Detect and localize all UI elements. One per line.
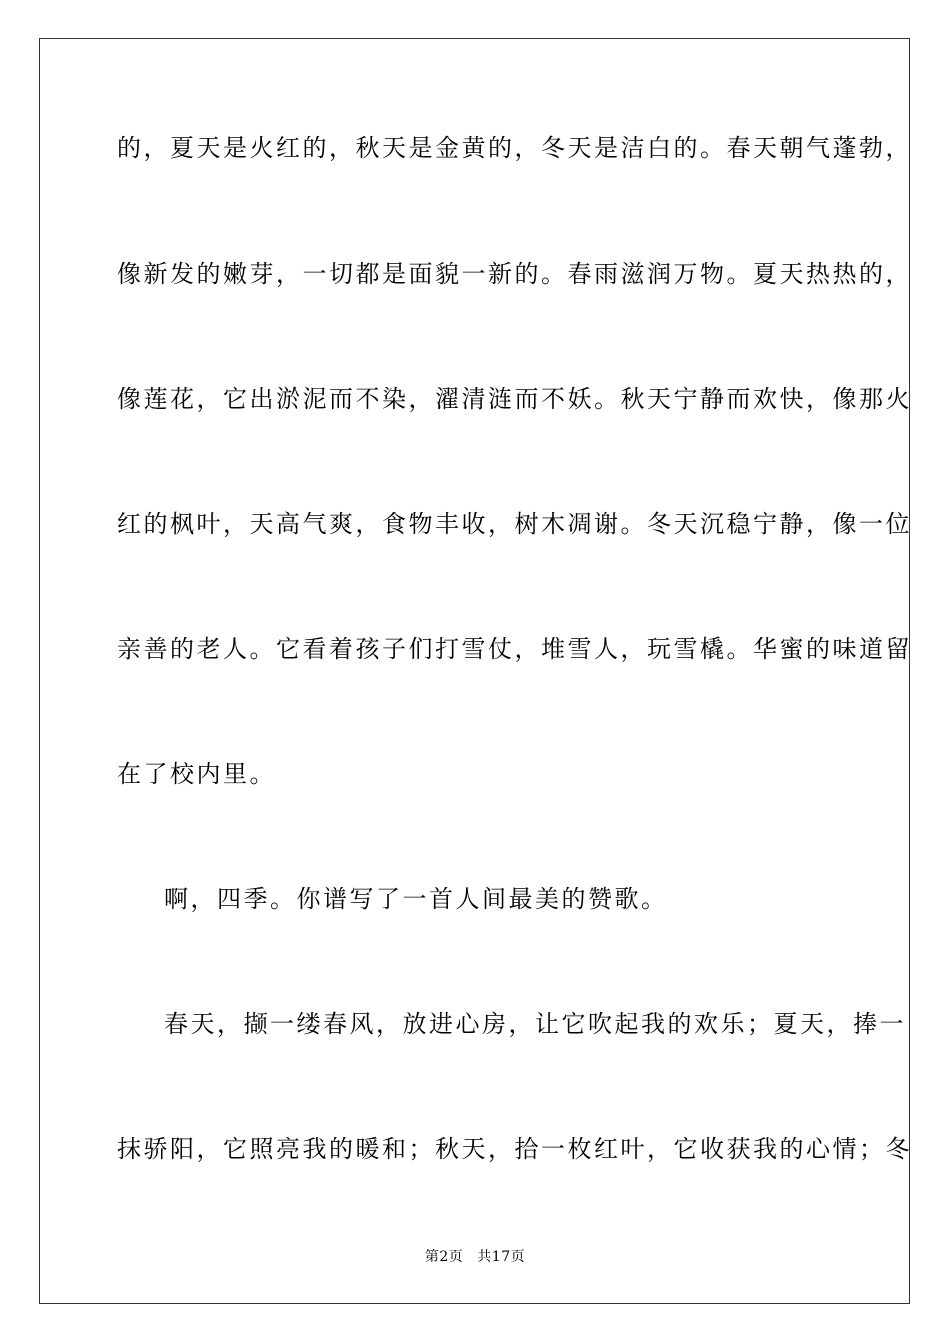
body-text-line: 的，夏天是火红的，秋天是金黄的，冬天是洁白的。春天朝气蓬勃， <box>117 134 912 162</box>
page-number: 第2页 <box>424 1249 464 1265</box>
body-text-line: 亲善的老人。它看着孩子们打雪仗，堆雪人，玩雪橇。华蜜的味道留 <box>117 635 912 663</box>
body-text-line: 像莲花，它出淤泥而不染，濯清涟而不妖。秋天宁静而欢快，像那火 <box>117 385 912 413</box>
page-total: 共17页 <box>477 1249 526 1265</box>
body-text-line: 红的枫叶，天高气爽，食物丰收，树木凋谢。冬天沉稳宁静，像一位 <box>117 510 912 538</box>
paragraph-first-line: 春天，撷一缕春风，放进心房，让它吹起我的欢乐；夏天，捧一 <box>164 1010 906 1038</box>
paragraph-first-line: 啊，四季。你谱写了一首人间最美的赞歌。 <box>164 885 668 913</box>
body-text-line: 在了校内里。 <box>117 760 276 788</box>
page-footer <box>0 1248 950 1266</box>
body-text-line: 抹骄阳，它照亮我的暖和；秋天，拾一枚红叶，它收获我的心情；冬 <box>117 1135 912 1163</box>
body-text-line: 像新发的嫩芽，一切都是面貌一新的。春雨滋润万物。夏天热热的， <box>117 260 912 288</box>
page-border <box>39 38 910 1304</box>
